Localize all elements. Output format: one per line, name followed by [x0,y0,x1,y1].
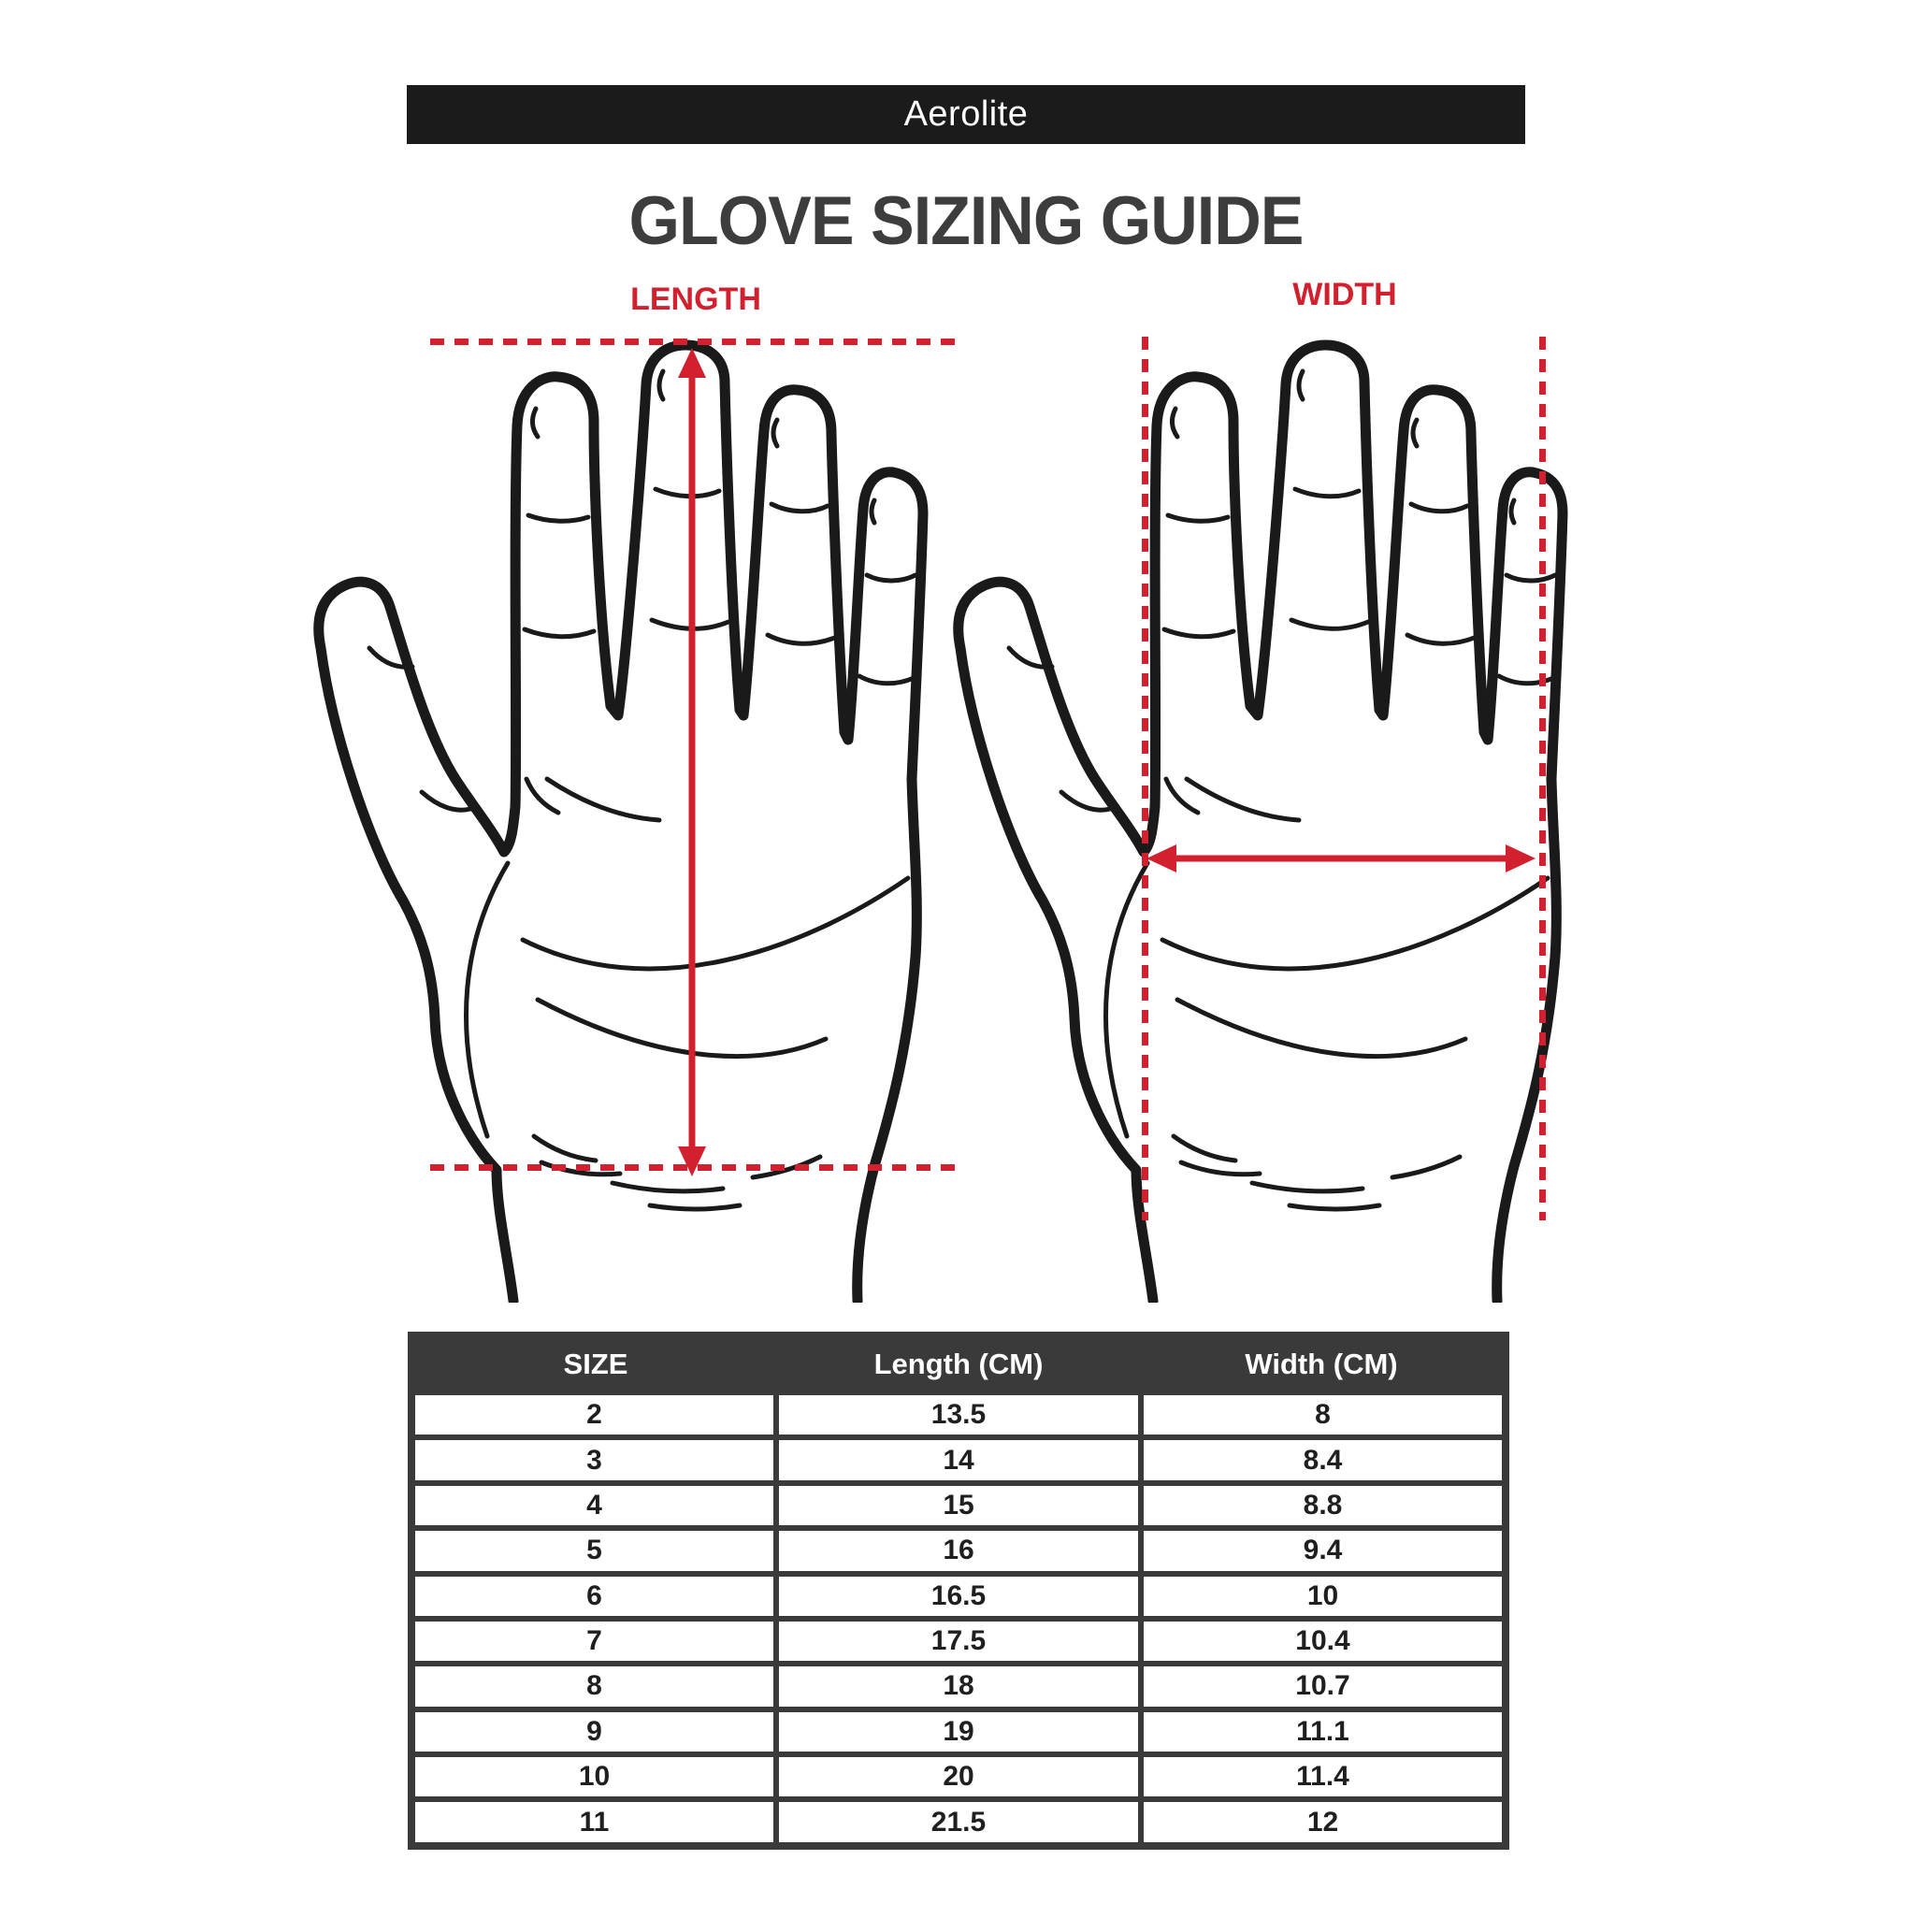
table-cell: 7 [411,1619,776,1664]
brand-bar [407,85,1525,144]
table-cell: 4 [411,1483,776,1528]
table-row [411,1392,1506,1437]
table-row [411,1528,1506,1573]
size-table-col-header-1: Length (CM) [776,1335,1141,1392]
table-cell: 16.5 [776,1574,1141,1619]
table-row [411,1483,1506,1528]
table-cell: 18 [776,1664,1141,1709]
size-table-col-header-2: Width (CM) [1141,1335,1506,1392]
length-top-guide-line [430,339,965,345]
width-left-guide-line [1142,337,1148,1220]
size-table-header [411,1335,1506,1392]
table-cell: 14 [776,1437,1141,1482]
table-cell: 17.5 [776,1619,1141,1664]
size-table-body [411,1392,1506,1846]
table-cell: 10.7 [1141,1664,1506,1709]
table-cell: 2 [411,1392,776,1437]
table-cell: 16 [776,1528,1141,1573]
table-cell: 11.1 [1141,1709,1506,1754]
table-cell: 20 [776,1754,1141,1799]
width-right-guide-line [1539,337,1546,1220]
size-table-col-header-0: SIZE [411,1335,776,1392]
left-hand-illustration [313,339,940,1303]
page-title: GLOVE SIZING GUIDE [628,182,1304,259]
table-row [411,1799,1506,1846]
table-cell: 10 [1141,1574,1506,1619]
table-cell: 10 [411,1754,776,1799]
table-cell: 11.4 [1141,1754,1506,1799]
table-cell: 8 [411,1664,776,1709]
table-cell: 8 [1141,1392,1506,1437]
width-measure-arrow [1145,834,1537,883]
table-row [411,1574,1506,1619]
table-cell: 19 [776,1709,1141,1754]
width-label: WIDTH [1292,277,1397,312]
right-hand-illustration [953,339,1579,1303]
length-label: LENGTH [630,281,761,317]
table-cell: 5 [411,1528,776,1573]
table-cell: 6 [411,1574,776,1619]
table-cell: 9 [411,1709,776,1754]
table-cell: 8.4 [1141,1437,1506,1482]
table-cell: 15 [776,1483,1141,1528]
table-row [411,1664,1506,1709]
size-table-header-row [411,1335,1506,1392]
table-cell: 9.4 [1141,1528,1506,1573]
table-cell: 10.4 [1141,1619,1506,1664]
table-cell: 8.8 [1141,1483,1506,1528]
table-cell: 3 [411,1437,776,1482]
size-table [408,1332,1509,1850]
table-row [411,1437,1506,1482]
length-measure-arrow [668,346,716,1178]
table-cell: 21.5 [776,1799,1141,1846]
brand-name: Aerolite [903,94,1029,134]
table-cell: 12 [1141,1799,1506,1846]
table-cell: 13.5 [776,1392,1141,1437]
table-cell: 11 [411,1799,776,1846]
table-row [411,1709,1506,1754]
table-row [411,1754,1506,1799]
table-row [411,1619,1506,1664]
